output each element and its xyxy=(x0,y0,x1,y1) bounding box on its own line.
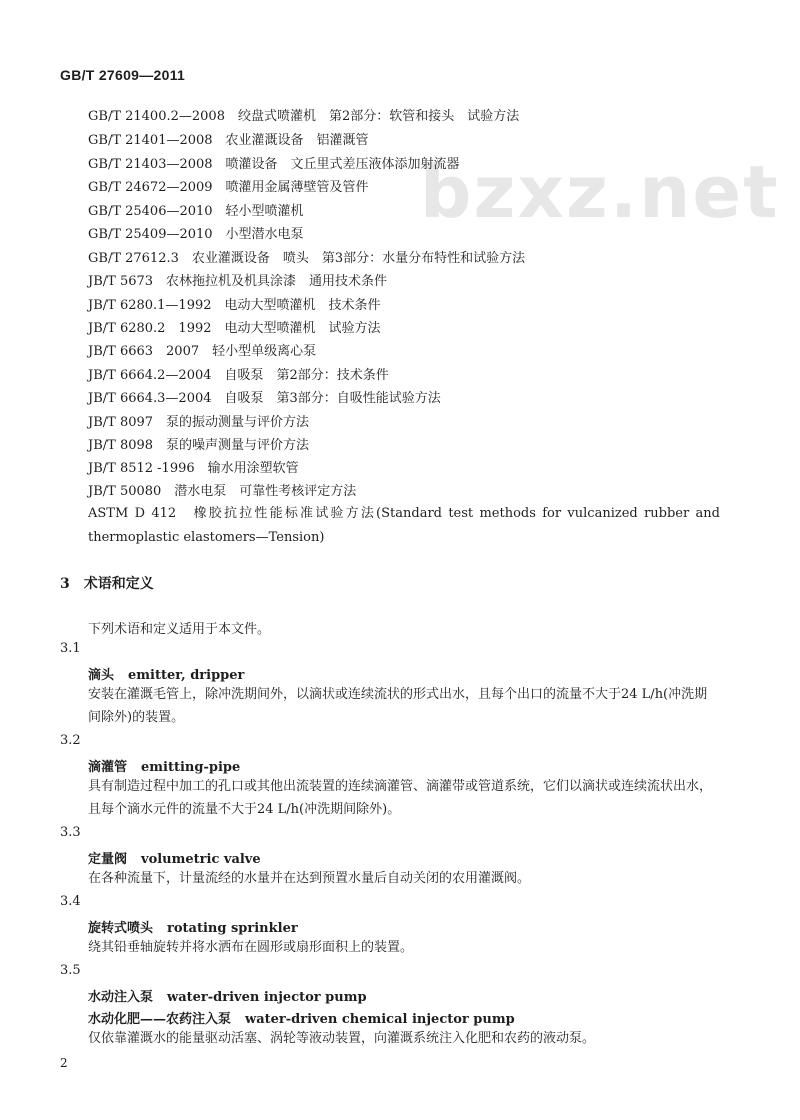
term-number: 3.2 xyxy=(60,733,81,748)
reference-item: JB/T 8098 泵的噪声测量与评价方法 xyxy=(88,438,310,453)
term-en: emitting-pipe xyxy=(141,760,241,775)
term-en: volumetric valve xyxy=(141,852,261,867)
section-intro: 下列术语和定义适用于本文件。 xyxy=(88,622,271,637)
reference-item: JB/T 5673 农林拖拉机及机具涂漆 通用技术条件 xyxy=(88,274,388,289)
term-zh: 旋转式喷头 xyxy=(88,921,154,936)
reference-item: JB/T 8097 泵的振动测量与评价方法 xyxy=(88,415,310,430)
document-number-header: GB/T 27609—2011 xyxy=(60,67,186,83)
reference-item: JB/T 6280.1—1992 电动大型喷灌机 技术条件 xyxy=(88,298,381,313)
section-title: 3 术语和定义 xyxy=(60,576,154,592)
page-number: 2 xyxy=(60,1056,68,1070)
term-zh: 定量阀 xyxy=(88,852,128,867)
reference-item: GB/T 27612.3 农业灌溉设备 喷头 第3部分：水量分布特性和试验方法 xyxy=(88,251,526,266)
reference-item: JB/T 50080 潜水电泵 可靠性考核评定方法 xyxy=(88,484,357,499)
term-en: emitter, dripper xyxy=(128,668,245,683)
term-en: rotating sprinkler xyxy=(167,921,298,936)
term-zh: 滴头 xyxy=(88,668,115,683)
reference-item: ASTM D 412 橡胶抗拉性能标准试验方法(Standard test methods for vulcanized rubber and thermoplastic elastomers—Tension) xyxy=(88,506,720,545)
reference-item: JB/T 6664.3—2004 自吸泵 第3部分：自吸性能试验方法 xyxy=(88,391,441,406)
reference-item: GB/T 21401—2008 农业灌溉设备 铝灌溉管 xyxy=(88,133,369,148)
term-zh: 滴灌管 xyxy=(88,760,128,775)
term-number: 3.1 xyxy=(60,641,81,656)
reference-item: GB/T 21400.2—2008 绞盘式喷灌机 第2部分：软管和接头 试验方法 xyxy=(88,109,520,124)
reference-item: GB/T 25409—2010 小型潜水电泵 xyxy=(88,227,304,242)
term-en-alt: water-driven chemical injector pump xyxy=(245,1012,515,1027)
reference-item: JB/T 6280.2 1992 电动大型喷灌机 试验方法 xyxy=(88,321,381,336)
reference-item: GB/T 21403—2008 喷灌设备 文丘里式差压液体添加射流器 xyxy=(88,157,460,172)
term-number: 3.4 xyxy=(60,894,81,909)
term-definition: 绕其铅垂轴旋转并将水洒布在圆形或扇形面积上的装置。 xyxy=(88,940,414,955)
term-number: 3.3 xyxy=(60,825,81,840)
reference-item: GB/T 24672—2009 喷灌用金属薄壁管及管件 xyxy=(88,180,369,195)
reference-item: JB/T 6664.2—2004 自吸泵 第2部分：技术条件 xyxy=(88,368,389,383)
term-definition: 仅依靠灌溉水的能量驱动活塞、涡轮等液动装置，向灌溉系统注入化肥和农药的液动泵。 xyxy=(88,1031,596,1046)
term-number: 3.5 xyxy=(60,963,81,978)
term-heading xyxy=(88,848,261,867)
term-heading xyxy=(88,756,240,775)
term-zh-alt: 水动化肥——农药注入泵 xyxy=(88,1012,232,1027)
reference-item: JB/T 6663 2007 轻小型单级离心泵 xyxy=(88,344,317,359)
term-definition: 具有制造过程中加工的孔口或其他出流装置的连续滴灌管、滴灌带或管道系统，它们以滴状或连续流状出水，且每个滴水元件的流量不大于24 L/h(冲洗期间除外)。 xyxy=(88,779,713,817)
term-heading xyxy=(88,664,244,683)
reference-item: JB/T 8512 -1996 输水用涂塑软管 xyxy=(88,461,299,476)
term-definition: 安装在灌溉毛管上，除冲洗期间外，以滴状或连续流状的形式出水，且每个出口的流量不大于24 L/h(冲洗期间除外)的装置。 xyxy=(88,687,708,725)
term-zh: 水动注入泵 xyxy=(88,990,154,1005)
term-heading xyxy=(88,917,298,936)
reference-item: GB/T 25406—2010 轻小型喷灌机 xyxy=(88,204,304,219)
watermark: bzxz.net xyxy=(420,150,780,234)
term-definition: 在各种流量下，计量流经的水量并在达到预置水量后自动关闭的农用灌溉阀。 xyxy=(88,871,531,886)
term-en: water-driven injector pump xyxy=(167,990,367,1005)
term-heading xyxy=(88,986,367,1005)
term-heading-alt xyxy=(88,1008,515,1027)
